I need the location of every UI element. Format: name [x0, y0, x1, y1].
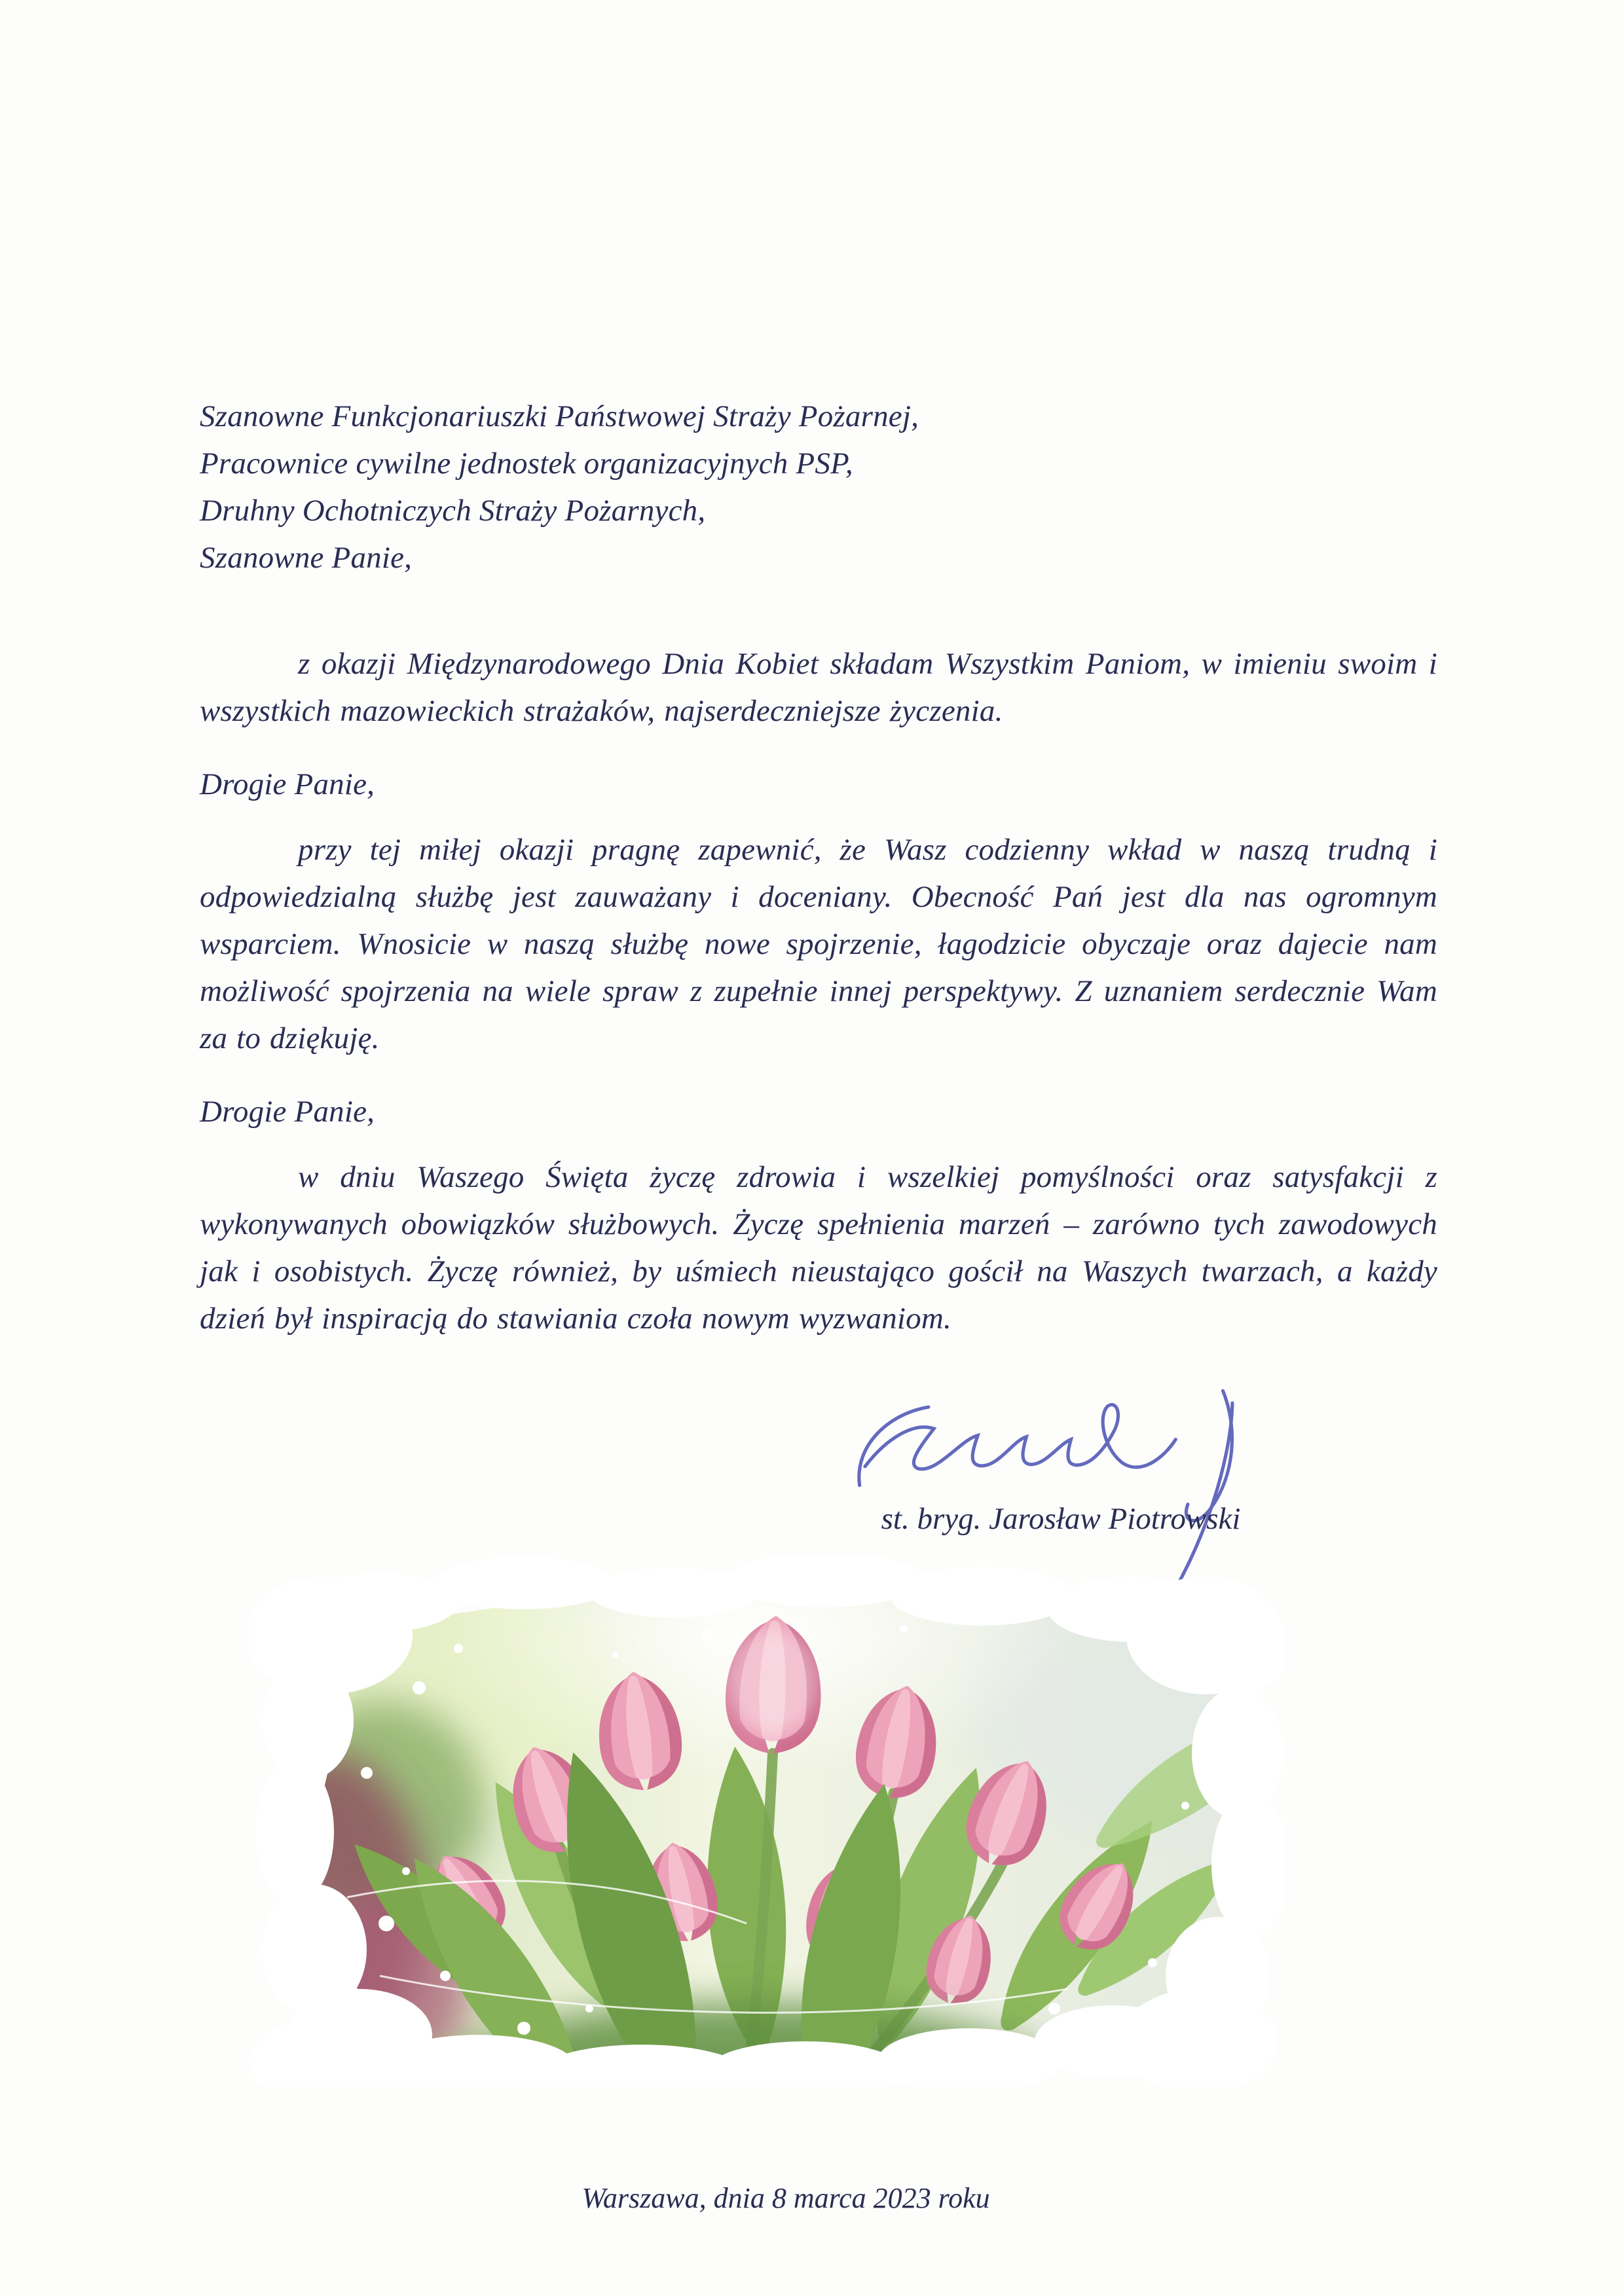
- dateline: Warszawa, dnia 8 marca 2023 roku: [581, 2182, 990, 2214]
- paragraph-body-1: przy tej miłej okazji pragnę zapewnić, że Wasz codzienny wkład w naszą trudną i odpowiedzialną służbę jest zauważany i doceniany. Obecność Pań jest dla nas ogromnym wsparciem. Wnosicie w naszą służbę nowe spojrzenie, łagodzicie obyczaje oraz dajecie nam możliwość spojrzenia na wiele spraw z zupełnie innej perspektywy. Z uznaniem serdecznie Wam za to dziękuję.: [200, 833, 1437, 1055]
- paragraph-body-2: w dniu Waszego Święta życzę zdrowia i wszelkiej pomyślności oraz satysfakcji z wykonywanych obowiązków służbowych. Życzę spełnienia marzeń – zarówno tych zawodowych jak i osobistych. Życzę również, by uśmiech nieustająco gościł na Waszych twarzach, a każdy dzień był inspiracją do stawiania czoła nowym wyzwaniom.: [200, 1160, 1437, 1336]
- salutation-line: Szanowne Funkcjonariuszki Państwowej Straży Pożarnej,: [200, 399, 919, 433]
- salutation-line: Pracownice cywilne jednostek organizacyjnych PSP,: [200, 446, 853, 481]
- letter-body: [200, 393, 1437, 1342]
- salutation-line: Druhny Ochotniczych Straży Pożarnych,: [200, 494, 706, 528]
- tulip-bouquet-image: [249, 1557, 1283, 2087]
- salutation-line: Szanowne Panie,: [200, 541, 413, 575]
- signature-name: st. bryg. Jarosław Piotrowski: [881, 1502, 1241, 1536]
- paragraph-intro: z okazji Międzynarodowego Dnia Kobiet składam Wszystkim Paniom, w imieniu swoim i wszystkich mazowieckich strażaków, najserdeczniejsze życzenia.: [200, 647, 1437, 728]
- address-line: Drogie Panie,: [200, 767, 375, 801]
- address-line: Drogie Panie,: [200, 1095, 375, 1129]
